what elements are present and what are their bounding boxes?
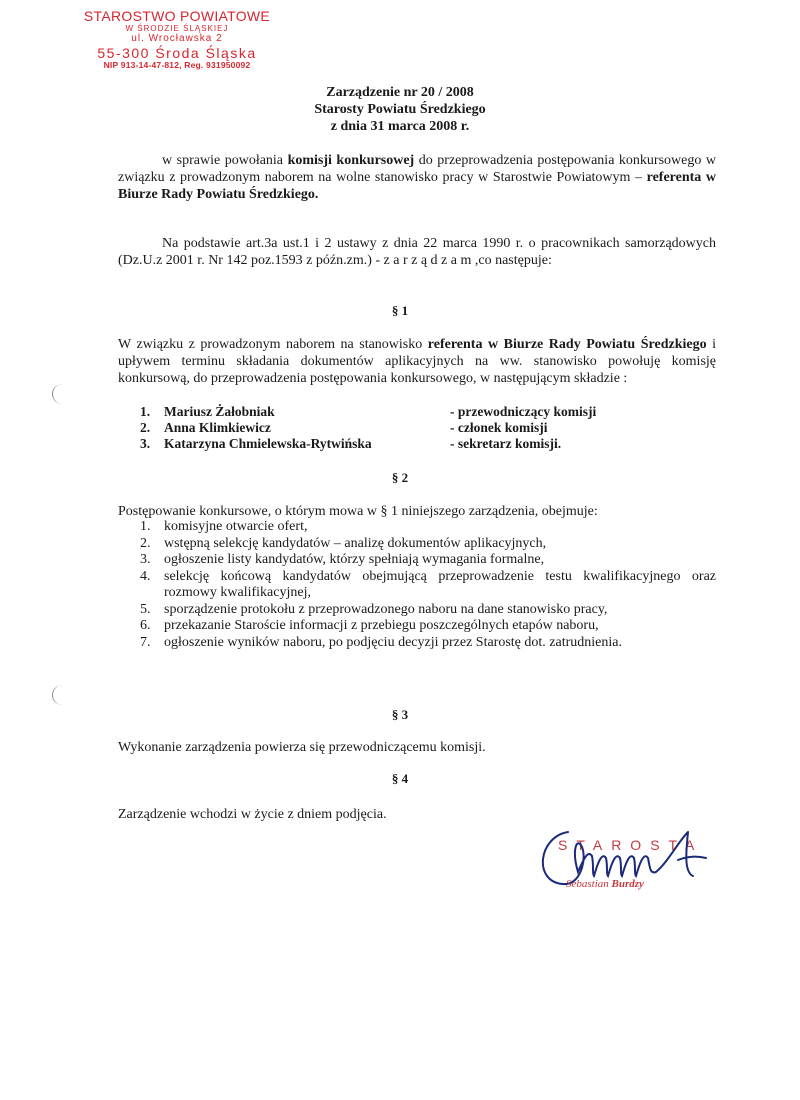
subject-paragraph (118, 152, 716, 203)
member-number: 1. (140, 404, 151, 419)
stamp-line-office: STAROSTWO POWIATOWE (83, 8, 271, 24)
list-item-text: komisyjne otwarcie ofert, (164, 519, 308, 534)
title-line-authority: Starosty Powiatu Średzkiego (314, 102, 486, 117)
list-item (140, 569, 716, 602)
list-item-text: przekazanie Staroście informacji z przebiegu poszczególnych etapów naboru, (164, 618, 599, 633)
signature-name-stamp (566, 878, 644, 890)
stamp-line-nip: NIP 913-14-47-812, Reg. 931950092 (103, 59, 251, 70)
list-item-number: 7. (140, 634, 151, 650)
subject-bold-2: referenta w Biurze Rady Powiatu Średzkiego. (118, 170, 716, 202)
subject-text-2: do przeprowadzenia postępowania konkursowego w związku z prowadzonym naborem na wolne stanowisko pracy w Starostwie Powiatowym – (118, 153, 717, 185)
list-item-number: 3. (140, 552, 151, 567)
list-item-number: 6. (140, 618, 151, 633)
title-line-number: Zarządzenie nr 20 / 2008 (326, 85, 474, 100)
section-3-text: Wykonanie zarządzenia powierza się przewodniczącemu komisji. (118, 740, 486, 755)
stamp-line-postcode: 55-300 Środa Śląska (97, 44, 257, 61)
title-line-date: z dnia 31 marca 2008 r. (330, 119, 470, 134)
subject-bold-1: komisji konkursowej (287, 153, 415, 168)
list-item-text: ogłoszenie wyników naboru, po podjęciu decyzji przez Starostę dot. zatrudnienia. (164, 634, 622, 650)
section-2-heading: § 2 (391, 470, 409, 485)
procedure-steps-list (140, 519, 716, 651)
legal-basis-paragraph: Na podstawie art.3a ust.1 i 2 ustawy z dnia 22 marca 1990 r. o pracownikach samorządowych (Dz.U.z 2001 r. Nr 142 poz.1593 z późn.zm.) - z a r z ą d z a m ,co następuje: (118, 236, 716, 268)
list-item-number: 5. (140, 601, 151, 617)
member-name: Katarzyna Chmielewska-Rytwińska (164, 436, 372, 451)
member-name: Anna Klimkiewicz (164, 420, 271, 435)
list-item-number: 4. (140, 568, 151, 584)
member-row (140, 404, 596, 420)
stamp-line-town: W ŚRODZIE ŚLĄSKIEJ (125, 24, 229, 34)
section-4-text: Zarządzenie wchodzi w życie z dniem podjęcia. (118, 807, 387, 822)
section-1-heading: § 1 (391, 303, 409, 318)
subject-text-1: w sprawie powołania (162, 153, 288, 168)
member-number: 2. (140, 420, 151, 435)
signature-first-name: Sebastian (566, 878, 609, 890)
member-row (140, 436, 596, 452)
punch-hole-mark (52, 685, 73, 705)
office-stamp (72, 8, 282, 71)
section-3-heading: § 3 (391, 707, 409, 722)
list-item-number: 2. (140, 535, 151, 551)
stamp-line-street: ul. Wrocławska 2 (131, 33, 223, 45)
member-role: - przewodniczący komisji (450, 404, 597, 419)
section-4-heading: § 4 (391, 771, 409, 786)
document-title (0, 84, 800, 135)
signature-last-name: Burdzy (611, 878, 644, 890)
section-1-text-1: W związku z prowadzonym naborem na stanowisko (118, 337, 428, 352)
list-item-text: sporządzenie protokołu z przeprowadzonego naboru na dane stanowisko pracy, (164, 601, 608, 617)
list-item (140, 519, 716, 536)
list-item (140, 635, 716, 652)
section-2-intro: Postępowanie konkursowe, o którym mowa w § 1 niniejszego zarządzenia, obejmuje: (118, 504, 598, 519)
member-role: - członek komisji (450, 420, 548, 435)
list-item (140, 618, 716, 635)
list-item-text: wstępną selekcję kandydatów – analizę dokumentów aplikacyjnych, (164, 535, 547, 551)
section-1-paragraph (118, 336, 716, 387)
list-item (140, 536, 716, 553)
punch-hole-mark (52, 384, 73, 404)
committee-members-list (140, 404, 596, 452)
section-1-bold: referenta w Biurze Rady Powiatu Średzkiego (427, 337, 707, 352)
list-item (140, 552, 716, 569)
list-item-text: ogłoszenie listy kandydatów, którzy spełniają wymagania formalne, (164, 552, 545, 567)
list-item (140, 602, 716, 619)
section-1-text-2: i upływem terminu składania dokumentów aplikacyjnych na ww. stanowisko powołuję komisję konkursową, do przeprowadzenia postępowania konkursowego, w następującym składzie : (118, 337, 717, 386)
member-number: 3. (140, 436, 151, 451)
signature-stamp-label: STAROSTA (558, 837, 704, 853)
list-item-number: 1. (140, 519, 151, 534)
list-item-text: selekcję końcową kandydatów obejmującą przeprowadzenie testu kwalifikacyjnego oraz rozmowy kwalifikacyjnej, (164, 568, 716, 600)
member-row (140, 420, 596, 436)
member-name: Mariusz Żałobniak (164, 404, 275, 419)
member-role: - sekretarz komisji. (450, 436, 562, 451)
